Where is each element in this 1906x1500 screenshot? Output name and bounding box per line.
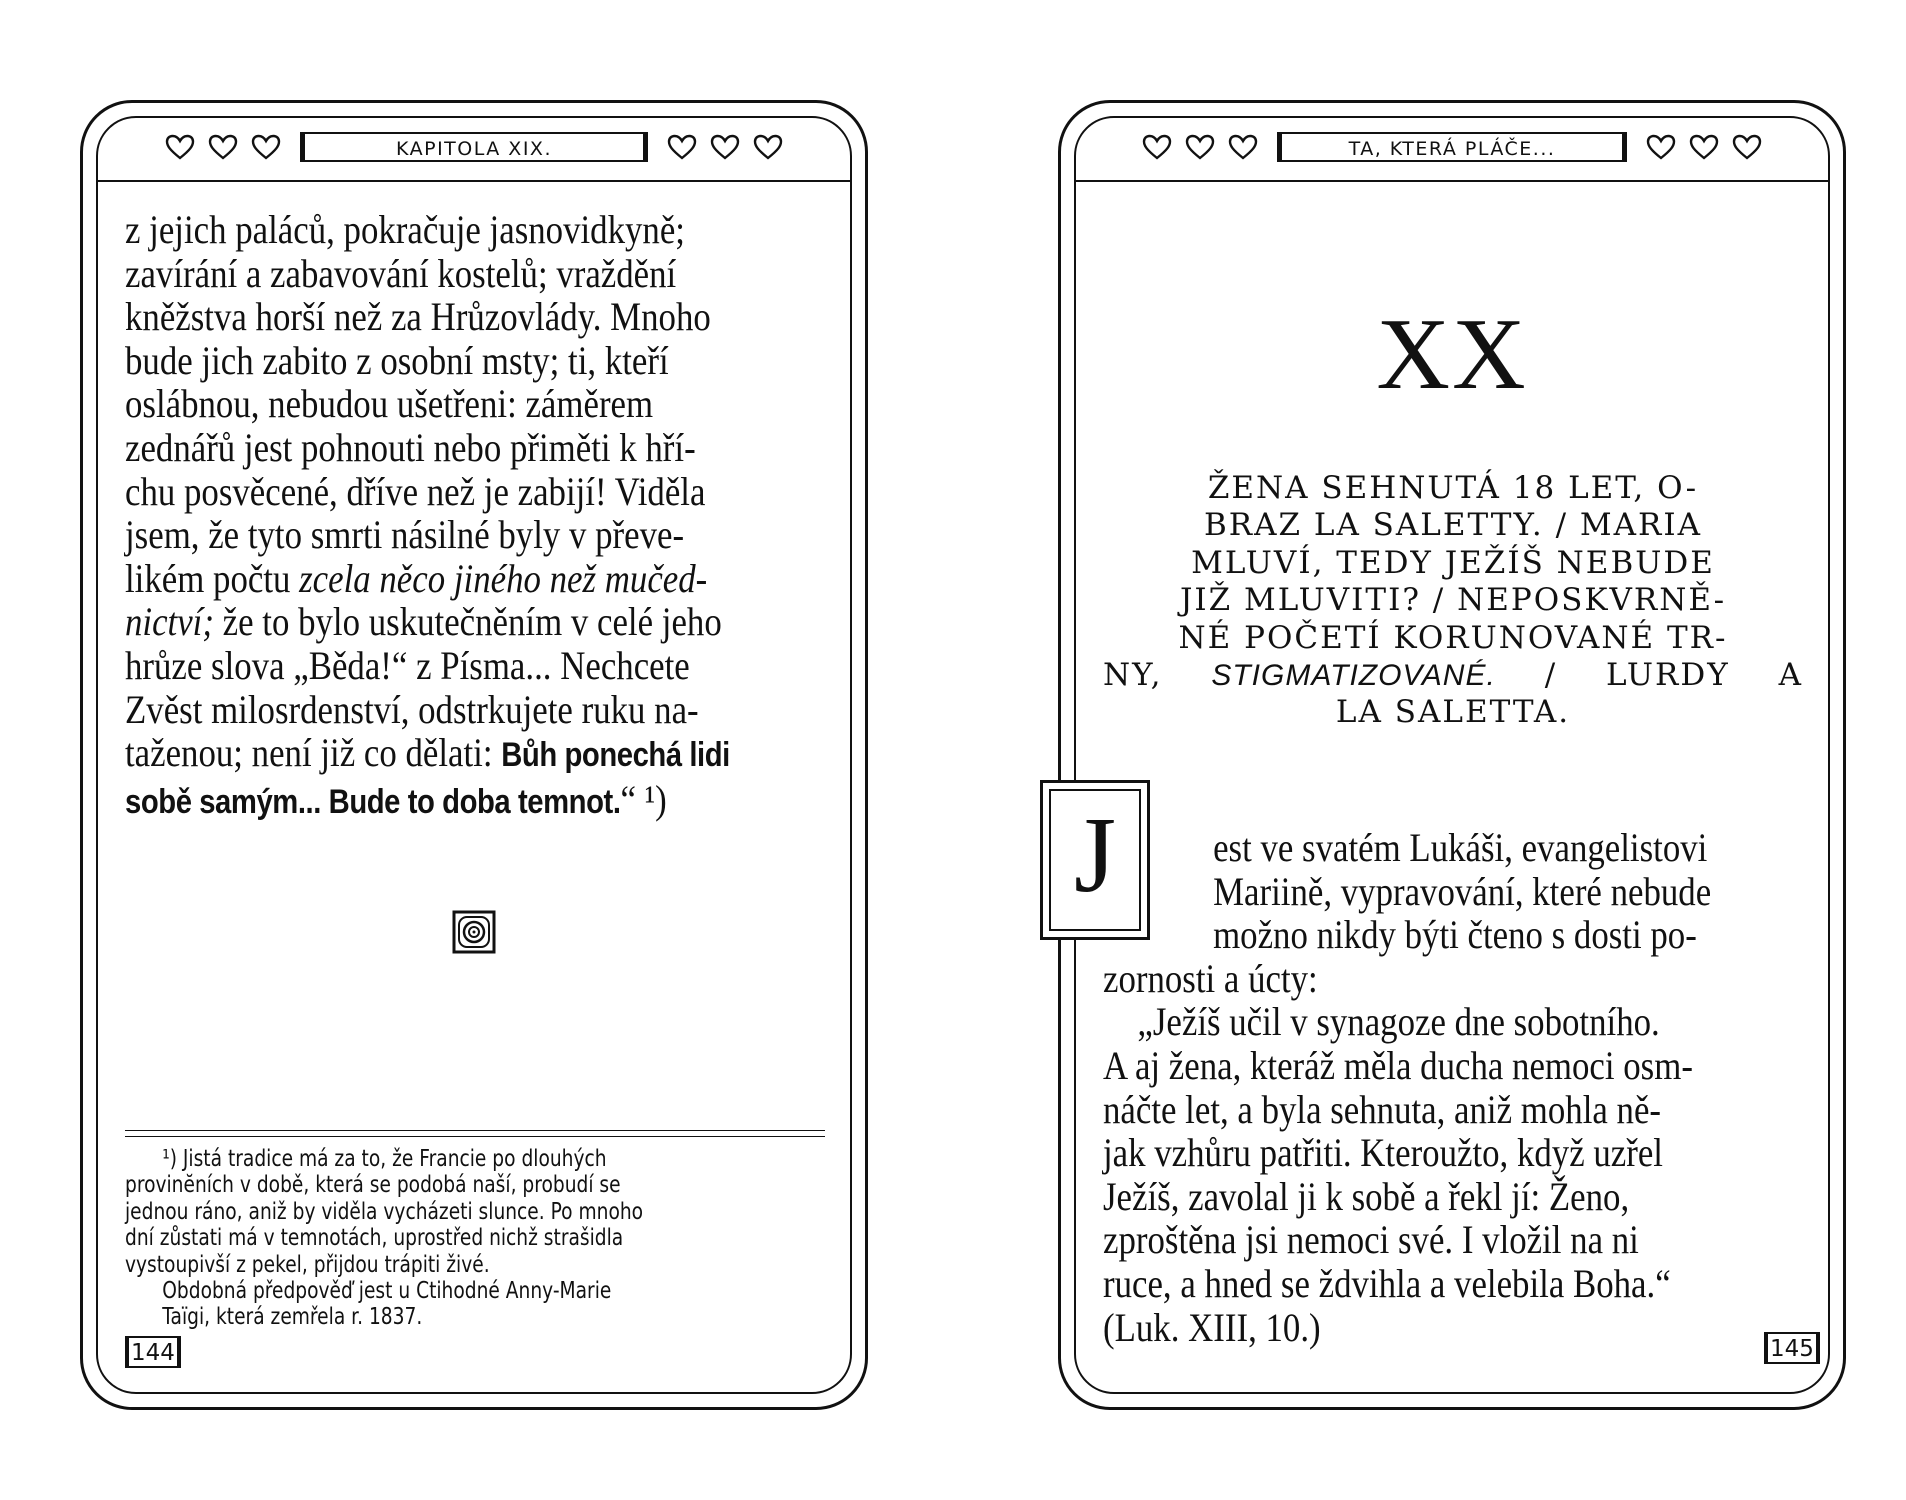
text-line: Ježíš, zavolal ji k sobě a řekl jí: Ženo,	[1103, 1173, 1630, 1219]
text-line: „Ježíš učil v synagoze dne sobotního.	[1137, 999, 1660, 1045]
footnote-line: Obdobná předpověď jest u Ctihodné Anny-Marie	[162, 1278, 612, 1305]
heart-ornaments-left	[164, 133, 282, 161]
summary-line: JIŽ MLUVITI? / NEPOSKVRNĚ-	[1179, 582, 1727, 619]
text-line	[125, 778, 827, 825]
page-number: 145	[1764, 1332, 1820, 1364]
chapter-header-box	[300, 132, 648, 162]
left-page	[80, 100, 868, 1410]
heart-icon	[1731, 133, 1763, 161]
header-rule	[96, 180, 852, 182]
italic-run: STIGMATIZOVANÉ.	[1211, 659, 1496, 693]
text-line: chu posvěcené, dříve než je zabijí! Viděla	[125, 468, 706, 514]
footnote-line: Taïgi, která zemřela r. 1837.	[162, 1304, 423, 1331]
text-run: likém počtu	[125, 555, 300, 601]
footnote-rule	[125, 1130, 825, 1131]
text-line: hrůze slova „Běda!“ z Písma... Nechcete	[125, 642, 690, 688]
heart-ornaments-right	[666, 133, 784, 161]
text-run: že to bylo uskutečněním v celé jeho	[213, 599, 722, 645]
footnote-line: vystoupivší z pekel, přijdou trápiti živé.	[125, 1251, 490, 1278]
text-line: zednářů jest pohnouti nebo přiměti k hří-	[125, 424, 696, 470]
body-text	[125, 208, 827, 824]
text-run: taženou; není již co dělati:	[125, 730, 502, 776]
text-line: est ve svatém Lukáši, evangelistovi	[1213, 825, 1708, 870]
text-line	[125, 557, 827, 601]
text-line: zornosti a úcty:	[1103, 955, 1318, 1001]
summary-line: MLUVÍ, TEDY JEŽÍŠ NEBUDE	[1191, 544, 1715, 581]
drop-cap-letter: J	[1073, 796, 1117, 915]
text-run: NY,	[1103, 657, 1212, 694]
heart-icon	[1688, 133, 1720, 161]
chapter-summary	[1103, 470, 1803, 732]
footnote-line: provinĕních v době, která se podobá naší, probudí se	[125, 1172, 621, 1199]
summary-line	[1103, 657, 1803, 694]
right-page	[1058, 100, 1846, 1410]
heart-ornaments-right	[1645, 133, 1763, 161]
section-end-ornament	[452, 910, 496, 954]
body-text	[1103, 826, 1806, 1349]
text-line: oslábnou, nebudou ušetřeni: záměrem	[125, 381, 654, 427]
footnote-line: jednou ráno, aniž by viděla vycházeti slunce. Po mnoho	[125, 1198, 644, 1225]
heart-icon	[1184, 133, 1216, 161]
text-line: kněžstva horší než za Hrůzovlády. Mnoho	[125, 294, 711, 340]
footnote-line: dní zůstati má v temnotách, uprostřed nichž strašidla	[125, 1225, 624, 1252]
text-line	[125, 731, 827, 778]
text-run: / LURDY A	[1495, 657, 1803, 694]
summary-line: LA SALETTA.	[1335, 694, 1571, 731]
text-line: zproštěna jsi nemoci své. I vložil na ni	[1103, 1217, 1639, 1263]
heart-icon	[709, 133, 741, 161]
chapter-header-label: KAPITOLA XIX.	[396, 138, 552, 160]
summary-line: ŽENA SEHNUTÁ 18 LET, O-	[1207, 470, 1699, 506]
heart-icon	[1227, 133, 1259, 161]
heart-icon	[250, 133, 282, 161]
text-line: jak vzhůru patřiti. Kteroužto, když uzřel	[1103, 1130, 1663, 1176]
summary-line: NÉ POČETÍ KORUNOVANÉ TR-	[1178, 619, 1728, 656]
running-header	[1074, 124, 1830, 170]
text-line: ruce, a hned se ždvihla a velebila Boha.“	[1103, 1260, 1671, 1306]
chapter-number: XX	[1376, 298, 1528, 411]
footnotes	[125, 1146, 823, 1331]
text-line	[125, 600, 827, 644]
italic-run: zcela něco jiného než mučed-	[299, 555, 708, 601]
page-number: 144	[125, 1336, 181, 1368]
bold-run: Bůh ponechá lidi	[501, 736, 730, 775]
heart-icon	[1141, 133, 1173, 161]
footnote-line: ¹) Jistá tradice má za to, že Francie po dlouhých	[162, 1146, 607, 1172]
footnote-ref: “ ¹)	[620, 776, 667, 822]
heart-icon	[666, 133, 698, 161]
heart-ornaments-left	[1141, 133, 1259, 161]
text-line: A aj žena, kteráž měla ducha nemoci osm-	[1103, 1042, 1693, 1088]
text-line: Zvěst milosrdenství, odstrkujete ruku na-	[125, 686, 699, 732]
text-line: náčte let, a byla sehnuta, aniž mohla ně-	[1103, 1086, 1662, 1132]
heart-icon	[752, 133, 784, 161]
summary-line: BRAZ LA SALETTY. / MARIA	[1203, 507, 1703, 544]
text-line: jsem, že tyto smrti násilné byly v převe-	[125, 512, 685, 558]
text-line: zavírání a zabavování kostelů; vraždění	[125, 250, 677, 296]
heart-icon	[207, 133, 239, 161]
text-line: bude jich zabito z osobní msty; ti, kteří	[125, 337, 669, 383]
chapter-header-label: TA, KTERÁ PLÁČE...	[1348, 138, 1556, 160]
bold-run: sobě samým... Bude to doba temnot.	[125, 782, 621, 821]
text-line: z jejich paláců, pokračuje jasnovidkyně;	[125, 207, 685, 252]
text-line: Mariině, vypravování, které nebude	[1213, 868, 1712, 914]
text-line: možno nikdy býti čteno s dosti po-	[1213, 912, 1697, 958]
running-header	[96, 124, 852, 170]
italic-run: nictví;	[125, 599, 214, 645]
text-line: (Luk. XIII, 10.)	[1103, 1304, 1321, 1350]
footnote-rule	[125, 1136, 825, 1137]
header-rule	[1074, 180, 1830, 182]
chapter-header-box	[1277, 132, 1627, 162]
heart-icon	[164, 133, 196, 161]
heart-icon	[1645, 133, 1677, 161]
